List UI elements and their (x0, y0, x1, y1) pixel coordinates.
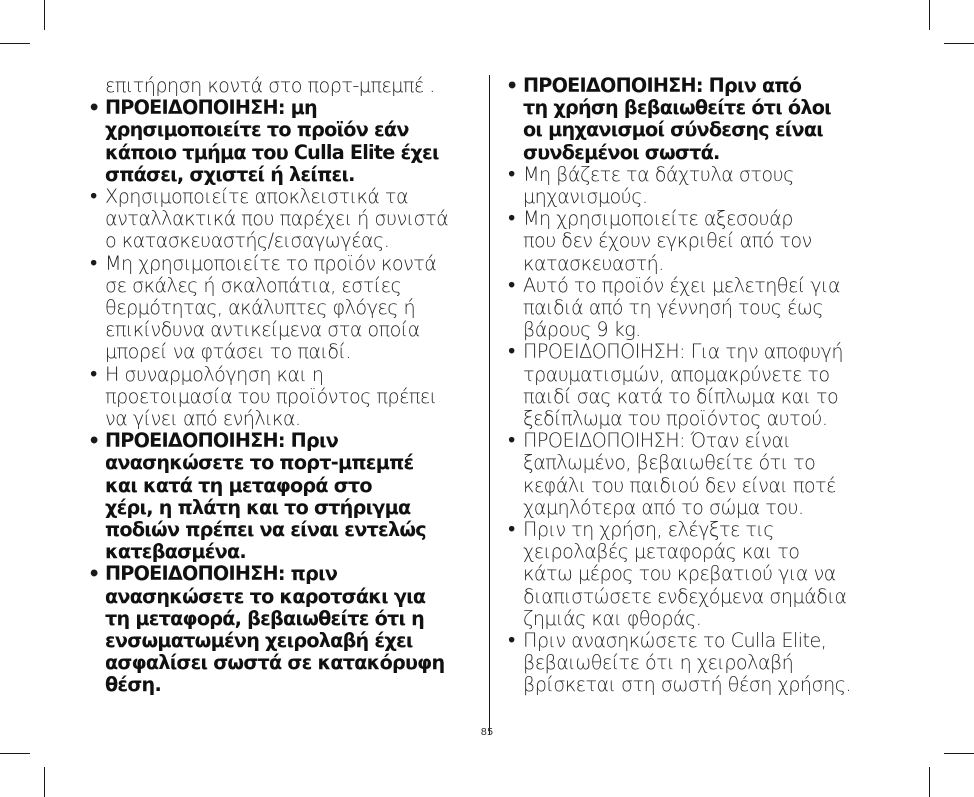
item-text-line: ΠΡΟΕΙΔΟΠΟΙΗΣΗ: Πριν (105, 429, 339, 453)
bullet-icon: • (506, 429, 518, 453)
item-text-line: σε σκάλες ή σκαλοπάτια, εστίες (105, 273, 402, 297)
item-text-line: χαμηλότερα από το σώμα του. (523, 495, 804, 519)
bullet-icon: • (506, 629, 518, 653)
item-text-line: ζημιάς και φθοράς. (523, 606, 702, 630)
bullet-icon: • (88, 185, 100, 209)
bullet-icon: • (506, 273, 518, 297)
bullet-icon: • (506, 340, 518, 364)
item-text-line: Πριν ανασηκώσετε το Culla Elite, (523, 629, 827, 653)
item-text-line: Μη χρησιμοποιείτε αξεσουάρ (523, 207, 793, 231)
list-item (506, 275, 891, 342)
item-text-line: συνδεμένοι σωστά. (523, 140, 720, 164)
item-text-line: Αυτό το προϊόν έχει μελετηθεί για (523, 273, 841, 297)
list-item (506, 430, 891, 519)
item-text-line: κατεβασμένα. (105, 540, 246, 564)
item-text-line: κάποιο τμήμα του Culla Elite έχει (105, 140, 439, 164)
item-text-line: τη μεταφορά, βεβαιωθείτε ότι η (105, 606, 425, 630)
item-text-line: ενσωματωμένη χειρολαβή έχει (105, 629, 413, 653)
item-text-line: σπάσει, σχιστεί ή λείπει. (105, 162, 355, 186)
item-text-line: Πριν τη χρήση, ελέγξτε τις (523, 518, 774, 542)
item-text-line: θέση. (105, 673, 162, 697)
left-item-list (88, 97, 473, 696)
crop-mark-bottom-right-horizontal (944, 753, 974, 754)
column-divider (489, 75, 490, 735)
item-text-line: χειρολαβές μεταφοράς και το (523, 540, 800, 564)
list-item (88, 364, 473, 431)
item-text-line: επικίνδυνα αντικείμενα στα οποία (105, 318, 420, 342)
item-text-line: ασφαλίσει σωστά σε κατακόρυφη (105, 651, 445, 675)
item-text-line: παιδιά από τη γέννησή τους έως (523, 296, 824, 320)
crop-mark-top-left-vertical (44, 0, 45, 30)
item-text-line: βεβαιωθείτε ότι η χειρολαβή (523, 651, 794, 675)
bullet-icon: • (506, 162, 518, 186)
crop-mark-bottom-left-vertical (44, 767, 45, 797)
crop-mark-top-right-horizontal (944, 43, 974, 44)
list-item (506, 630, 891, 697)
item-text-line: ΠΡΟΕΙΔΟΠΟΙΗΣΗ: μη (105, 96, 317, 120)
item-text-line: ξαπλωμένο, βεβαιωθείτε ότι το (523, 451, 816, 475)
list-item (88, 253, 473, 364)
right-item-list (506, 75, 891, 697)
item-text-line: προετοιμασία του προϊόντος πρέπει (105, 384, 437, 408)
item-text-line: να γίνει από ενήλικα. (105, 407, 301, 431)
list-item (506, 519, 891, 630)
list-item (88, 186, 473, 253)
item-text-line: που δεν έχουν εγκριθεί από τον (523, 229, 812, 253)
item-text-line: βρίσκεται στη σωστή θέση χρήσης. (523, 673, 851, 697)
item-text-line: χέρι, η πλάτη και το στήριγμα (105, 495, 411, 519)
bullet-icon: • (506, 74, 519, 97)
bullet-icon: • (88, 562, 101, 586)
item-text-line: τραυματισμών, απομακρύνετε το (523, 362, 830, 386)
crop-mark-top-right-vertical (929, 0, 930, 30)
crop-mark-bottom-right-vertical (929, 767, 930, 797)
list-item (88, 563, 473, 696)
item-text-line: τη χρήση βεβαιωθείτε ότι όλοι (523, 96, 831, 120)
item-text-line: κεφάλι του παιδιού δεν είναι ποτέ (523, 473, 836, 497)
list-item (506, 75, 891, 164)
list-item (88, 97, 473, 186)
item-text-line: ανασηκώσετε το καροτσάκι για (105, 584, 426, 608)
page-number: 85 (480, 727, 494, 738)
item-text-line: χρησιμοποιείτε το προϊόν εάν (105, 118, 409, 142)
item-text-line: παιδί σας κατά το δίπλωμα και το (523, 384, 839, 408)
left-column (88, 75, 473, 697)
item-text-line: ποδιών πρέπει να είναι εντελώς (105, 518, 426, 542)
item-text-line: ο κατασκευαστής/εισαγωγέας. (105, 229, 390, 253)
item-text-line: ξεδίπλωμα του προϊόντος αυτού. (523, 407, 828, 431)
list-item (506, 208, 891, 275)
bullet-icon: • (88, 251, 100, 275)
item-text-line: Μη βάζετε τα δάχτυλα στους (523, 162, 794, 186)
bullet-icon: • (88, 362, 100, 386)
item-text-line: και κατά τη μεταφορά στο (105, 473, 372, 497)
crop-mark-bottom-left-horizontal (0, 753, 30, 754)
list-item (88, 430, 473, 563)
item-text-line: κάτω μέρος του κρεβατιού για να (523, 562, 836, 586)
item-text-line: ΠΡΟΕΙΔΟΠΟΙΗΣΗ: Πριν από (523, 74, 802, 97)
item-text-line: ανταλλακτικά που παρέχει ή συνιστά (105, 207, 449, 231)
item-text-line: Μη χρησιμοποιείτε το προϊόν κοντά (105, 251, 437, 275)
item-text-line: οι μηχανισμοί σύνδεσης είναι (523, 118, 823, 142)
item-text-line: κατασκευαστή. (523, 251, 664, 275)
item-text-line: ΠΡΟΕΙΔΟΠΟΙΗΣΗ: πριν (105, 562, 338, 586)
item-text-line: διαπιστώσετε ενδεχόμενα σημάδια (523, 584, 847, 608)
item-text-line: ΠΡΟΕΙΔΟΠΟΙΗΣΗ: Όταν είναι (523, 429, 791, 453)
item-text-line: θερμότητας, ακάλυπτες φλόγες ή (105, 296, 416, 320)
crop-mark-top-left-horizontal (0, 43, 30, 44)
right-column (506, 75, 891, 697)
bullet-icon: • (506, 518, 518, 542)
item-text-line: Η συναρμολόγηση και η (105, 362, 324, 386)
item-text-line: Χρησιμοποιείτε αποκλειστικά τα (105, 185, 409, 209)
item-text-line: μπορεί να φτάσει το παιδί. (105, 340, 351, 364)
lead-line: επιτήρηση κοντά στο πορτ-μπεμπέ . (105, 74, 435, 97)
item-text-line: ΠΡΟΕΙΔΟΠΟΙΗΣΗ: Για την αποφυγή (523, 340, 843, 364)
item-text-line: μηχανισμούς. (523, 185, 648, 209)
bullet-icon: • (88, 96, 101, 120)
item-text-line: ανασηκώσετε το πορτ-μπεμπέ (105, 451, 414, 475)
list-item (506, 164, 891, 208)
list-item (506, 341, 891, 430)
bullet-icon: • (506, 207, 518, 231)
item-text-line: βάρους 9 kg. (523, 318, 641, 342)
bullet-icon: • (88, 429, 101, 453)
